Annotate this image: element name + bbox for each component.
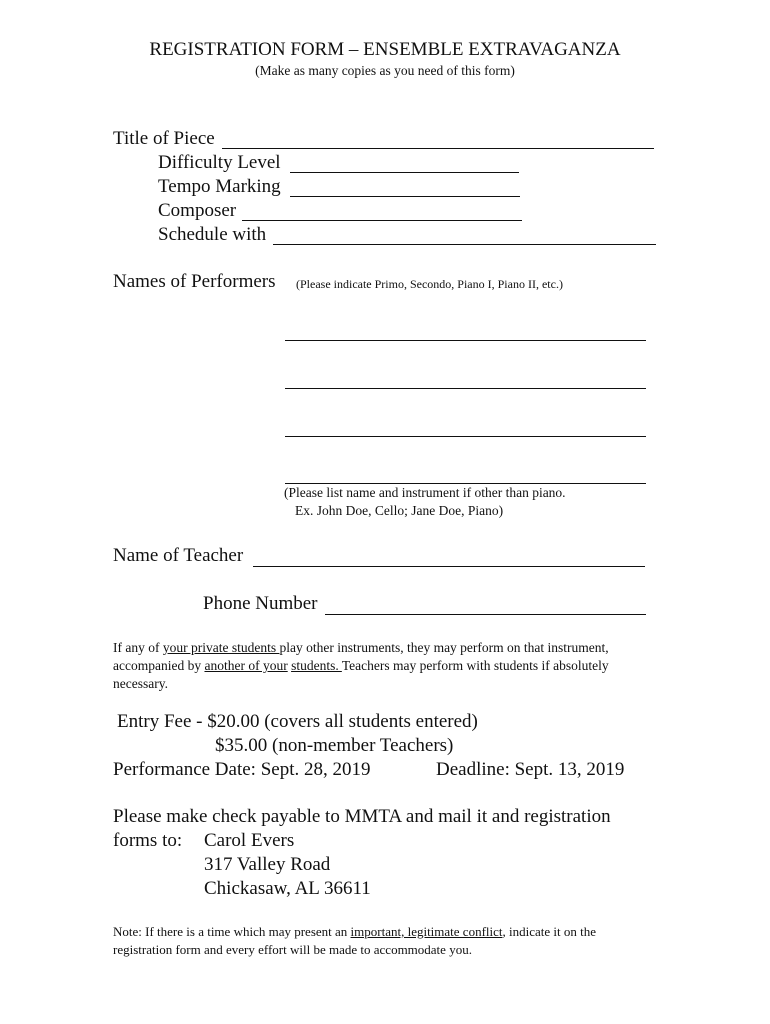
phone-number-field[interactable] (325, 614, 646, 615)
composer-label: Composer (158, 200, 237, 221)
difficulty-level-field[interactable] (290, 172, 519, 173)
tempo-marking-label: Tempo Marking (158, 176, 281, 197)
performance-date-text: Performance Date: Sept. 28, 2019 (113, 759, 371, 780)
non-member-fee-text: $35.00 (non-member Teachers) (215, 735, 454, 756)
conflict-note: Note: If there is a time which may present an important, legitimate conflict, indicate it on the registration form and every effort will be made to accommodate you. (113, 924, 597, 957)
difficulty-level-label: Difficulty Level (158, 152, 281, 173)
title-of-piece-label: Title of Piece (113, 128, 215, 149)
form-subtitle: (Make as many copies as you need of this form) (255, 63, 515, 78)
teacher-name-field[interactable] (253, 566, 645, 567)
composer-field[interactable] (242, 220, 522, 221)
form-title: REGISTRATION FORM – ENSEMBLE EXTRAVAGANZA (149, 39, 621, 60)
performers-label: Names of Performers (113, 271, 276, 292)
deadline-text: Deadline: Sept. 13, 2019 (436, 759, 625, 780)
tempo-marking-field[interactable] (290, 196, 520, 197)
title-of-piece-field[interactable] (222, 148, 654, 149)
entry-fee-text: Entry Fee - $20.00 (covers all students entered) (117, 711, 478, 732)
performers-instruction-1: (Please list name and instrument if other than piano. (284, 485, 566, 500)
performer-field-1[interactable] (285, 340, 646, 341)
forms-to-label: forms to: (113, 830, 183, 851)
schedule-with-label: Schedule with (158, 224, 267, 245)
performers-instruction-2: Ex. John Doe, Cello; Jane Doe, Piano) (295, 503, 504, 518)
recipient-street: 317 Valley Road (204, 854, 331, 875)
performer-field-3[interactable] (285, 436, 646, 437)
performer-field-2[interactable] (285, 388, 646, 389)
performer-field-4[interactable] (285, 483, 646, 484)
schedule-with-field[interactable] (273, 244, 656, 245)
performers-hint: (Please indicate Primo, Secondo, Piano I, Piano II, etc.) (296, 277, 563, 291)
teacher-name-label: Name of Teacher (113, 545, 244, 566)
recipient-name: Carol Evers (204, 830, 295, 851)
instruments-paragraph: If any of your private students play other instruments, they may perform on that instrument, accompanied by another of your students. Teachers may perform with students if absolutely necessary. (113, 640, 609, 691)
recipient-city: Chickasaw, AL 36611 (204, 878, 371, 899)
phone-number-label: Phone Number (203, 593, 318, 614)
mailing-instruction: Please make check payable to MMTA and mail it and registration (113, 806, 611, 827)
